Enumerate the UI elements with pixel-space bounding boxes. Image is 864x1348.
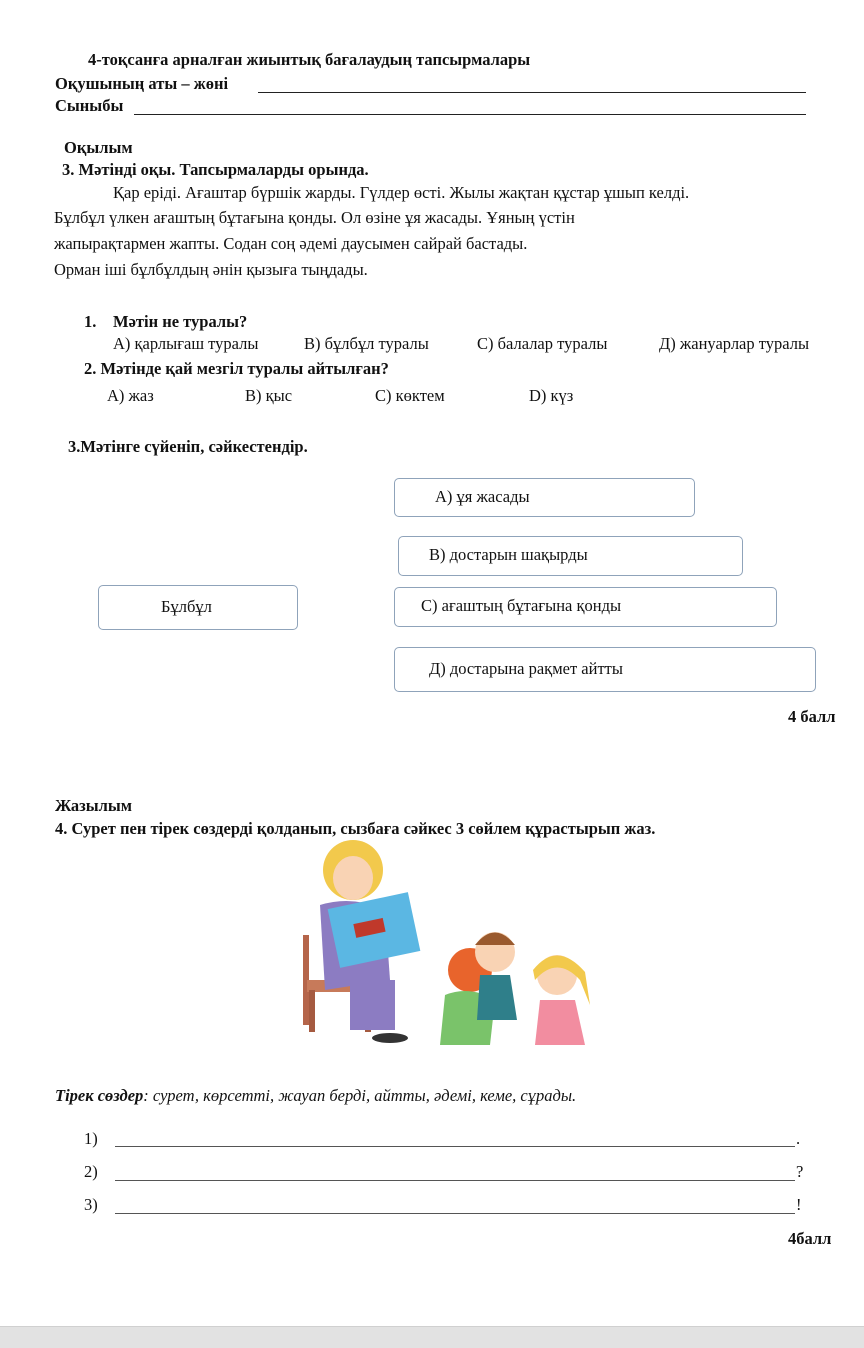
text-line: Қар еріді. Ағаштар бүршік жарды. Гүлдер өсті. Жылы жақтан құстар ұшып келді. (113, 183, 690, 202)
match-option-b-label: В) достарын шақырды (429, 545, 588, 564)
match-option-c-label: С) ағаштың бұтағына қонды (421, 596, 622, 615)
q2-option-a[interactable]: А) жаз (107, 386, 154, 405)
sentence-1-line[interactable] (115, 1132, 795, 1147)
class-line[interactable] (134, 100, 806, 115)
sentence-3-end: ! (796, 1195, 802, 1214)
q2-option-b[interactable]: В) қыс (245, 386, 293, 405)
q1-number: 1. (84, 312, 97, 331)
sentence-1-number: 1) (84, 1129, 98, 1148)
student-name-label: Оқушының аты – жөні (55, 74, 229, 93)
teacher-reading-to-children-illustration (295, 840, 605, 1065)
match-option-a[interactable] (394, 478, 695, 517)
writing-score: 4балл (788, 1229, 832, 1248)
match-option-d[interactable] (394, 647, 816, 692)
sentence-2-number: 2) (84, 1162, 98, 1181)
keywords-list: : сурет, көрсетті, жауап берді, айтты, әдемі, кеме, сұрады. (143, 1086, 577, 1105)
bottom-bar (0, 1326, 864, 1348)
keywords-label: Тірек сөздер (55, 1086, 144, 1105)
text-line: Бұлбұл үлкен ағаштың бұтағына қонды. Ол өзіне ұя жасады. Ұяның үстін (54, 208, 575, 227)
sentence-1-end: . (796, 1129, 801, 1148)
sentence-2-end: ? (796, 1162, 804, 1181)
match-option-a-label: А) ұя жасады (435, 486, 530, 506)
q1-option-c[interactable]: С) балалар туралы (477, 334, 608, 353)
q2-option-d[interactable]: D) күз (529, 386, 574, 405)
q1-option-b[interactable]: В) бұлбұл туралы (304, 334, 429, 353)
student-name-line[interactable] (258, 78, 806, 93)
writing-section-title: Жазылым (55, 796, 133, 815)
keywords (55, 1086, 576, 1106)
q1-question: Мәтін не туралы? (113, 312, 248, 331)
writing-task: 4. Сурет пен тірек сөздерді қолданып, сызбаға сәйкес 3 сөйлем құрастырып жаз. (55, 819, 656, 838)
match-option-b[interactable] (398, 536, 743, 576)
reading-score: 4 балл (788, 707, 836, 726)
sentence-3-line[interactable] (115, 1199, 795, 1214)
class-label: Сыныбы (55, 96, 124, 115)
reading-section-title: Оқылым (64, 138, 133, 157)
q2-question: 2. Мәтінде қай мезгіл туралы айтылған? (84, 359, 389, 378)
match-option-d-label: Д) достарына рақмет айтты (429, 658, 623, 678)
q1-option-d[interactable]: Д) жануарлар туралы (659, 334, 810, 353)
worksheet-title: 4-тоқсанға арналған жиынтық бағалаудың тапсырмалары (88, 50, 531, 69)
sentence-3-number: 3) (84, 1195, 98, 1214)
q3-question: 3.Мәтінге сүйеніп, сәйкестендір. (68, 437, 308, 456)
reading-task: 3. Мәтінді оқы. Тапсырмаларды орында. (62, 160, 369, 179)
match-option-c[interactable] (394, 587, 777, 627)
match-subject[interactable] (98, 585, 298, 630)
text-line: жапырақтармен жапты. Содан соң әдемі даусымен сайрай бастады. (54, 234, 528, 253)
match-subject-label: Бұлбұл (161, 596, 212, 616)
q2-option-c[interactable]: С) көктем (375, 386, 445, 405)
q1-option-a[interactable]: А) қарлығаш туралы (113, 334, 259, 353)
sentence-2-line[interactable] (115, 1166, 795, 1181)
text-line: Орман іші бұлбұлдың әнін қызыға тыңдады. (54, 260, 368, 279)
